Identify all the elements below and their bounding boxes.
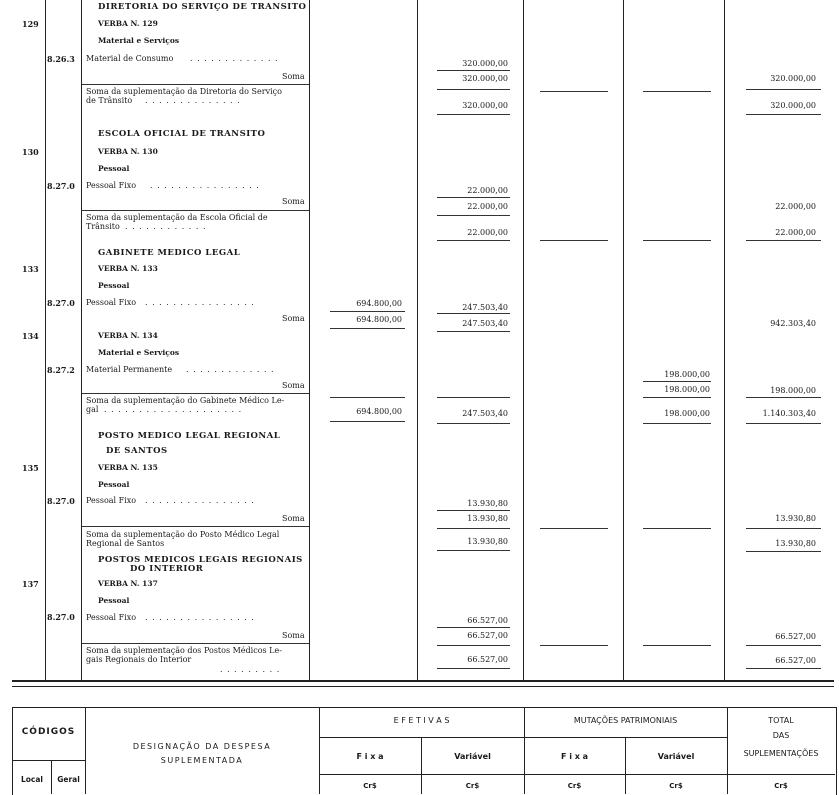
col-line-desc (309, 0, 310, 680)
rule (437, 70, 510, 71)
rule (437, 645, 510, 646)
soma-label: Soma (282, 631, 305, 640)
rule (437, 331, 510, 332)
sup-variavel: 22.000,00 (467, 228, 508, 237)
code-geral: 8.26.3 (47, 54, 75, 64)
rule (437, 215, 510, 216)
leader-dots: . . . . . . . . . . . . . . . . (145, 613, 255, 622)
rule (82, 393, 309, 394)
col-line-fixa (417, 0, 418, 680)
verba-label: VERBA N. 130 (98, 147, 158, 156)
footer-rule (12, 680, 834, 682)
sup-line1: Soma da suplementação dos Postos Médicos Le- (86, 646, 282, 655)
soma-fixa: 694.800,00 (356, 315, 402, 324)
value-variavel: 66.527,00 (467, 616, 508, 625)
rule (330, 328, 405, 329)
soma-variavel: 320.000,00 (462, 74, 508, 83)
soma-variavel: 13.930,80 (467, 514, 508, 523)
item-label: Pessoal Fixo (86, 298, 137, 307)
currency-fixa: Cr$ (363, 782, 377, 790)
code-geral: 8.27.0 (47, 181, 75, 191)
rule (746, 240, 821, 241)
leader-dots: . . . . . . . . . (220, 665, 281, 674)
currency-variavel: Cr$ (465, 782, 480, 790)
rule (437, 114, 510, 115)
sup-line1: Soma da suplementação do Gabinete Médico Le- (86, 396, 285, 405)
col-line-mfixa (623, 0, 624, 680)
rule (540, 240, 608, 241)
header-fixa: F i x a (356, 752, 384, 761)
section-title: DIRETORIA DO SERVIÇO DE TRANSITO (98, 2, 307, 12)
sup-variavel: 247.503,40 (462, 409, 508, 418)
section-title: POSTOS MEDICOS LEGAIS REGIONAIS (98, 555, 303, 565)
rule (82, 210, 309, 211)
header-mutacoes: MUTAÇÕES PATRIMONIAIS (573, 716, 678, 725)
rule (437, 550, 510, 551)
rule (540, 91, 608, 92)
leader-dots: . . . . . . . . . . . . . . . . . . . . (104, 405, 243, 414)
sup-total: 13.930,80 (775, 539, 816, 548)
rule (330, 397, 405, 398)
code-local: 137 (22, 579, 39, 589)
rule (643, 423, 711, 424)
soma-variavel: 66.527,00 (467, 631, 508, 640)
section-title: GABINETE MEDICO LEGAL (98, 248, 241, 258)
sup-total: 320.000,00 (770, 101, 816, 110)
total-value: 942.303,40 (770, 319, 816, 328)
item-label: Pessoal Fixo (86, 181, 137, 190)
header-mut-variavel: Variável (657, 752, 695, 761)
value-variavel: 247.503,40 (462, 303, 508, 312)
header-total: TOTAL (768, 716, 794, 725)
header-total-3: SUPLEMENTAÇÕES (743, 749, 819, 758)
verba-label: VERBA N. 129 (98, 19, 158, 28)
section-title-line2: DO INTERIOR (130, 564, 204, 574)
rule (746, 551, 821, 552)
rule (330, 311, 405, 312)
total-value: 320.000,00 (770, 74, 816, 83)
rule (540, 645, 608, 646)
hdr-rule (319, 737, 727, 738)
total-value: 22.000,00 (775, 202, 816, 211)
rule (82, 526, 309, 527)
rule (643, 91, 711, 92)
section-label: Pessoal (98, 480, 130, 489)
rule (746, 645, 821, 646)
leader-dots: . . . . . . . . . . . . . . (145, 96, 241, 105)
hdr-rule (12, 760, 85, 761)
leader-dots: . . . . . . . . . . . . . (186, 365, 275, 374)
leader-dots: . . . . . . . . . . . . . (190, 54, 279, 63)
sup-mut-variavel: 198.000,00 (664, 409, 710, 418)
col-line-mvar (724, 0, 725, 680)
code-geral: 8.27.0 (47, 298, 75, 308)
verba-label: VERBA N. 137 (98, 579, 158, 588)
soma-label: Soma (282, 514, 305, 523)
item-label: Material Permanente (86, 365, 173, 374)
rule (643, 397, 711, 398)
currency-mut-variavel: Cr$ (669, 782, 683, 790)
code-geral: 8.27.0 (47, 612, 75, 622)
sup-line2: de Trânsito (86, 96, 133, 105)
item-label: Pessoal Fixo (86, 496, 137, 505)
sup-fixa: 694.800,00 (356, 407, 402, 416)
rule (82, 643, 309, 644)
currency-mut-fixa: Cr$ (567, 782, 582, 790)
verba-label: VERBA N. 134 (98, 331, 158, 340)
hdr-rule (319, 774, 835, 775)
verba-label: VERBA N. 135 (98, 463, 158, 472)
leader-dots: . . . . . . . . . . . . . . . . (150, 181, 260, 190)
rule (746, 423, 821, 424)
rule (437, 528, 510, 529)
rule (643, 645, 711, 646)
rule (746, 397, 821, 398)
rule (437, 197, 510, 198)
col-line-geral (81, 0, 82, 680)
section-label: Pessoal (98, 281, 130, 290)
footer-rule (12, 686, 834, 687)
item-label: Material de Consumo (86, 54, 174, 63)
code-local: 135 (22, 463, 39, 473)
code-local: 130 (22, 147, 39, 157)
header-variavel: Variável (454, 752, 491, 761)
sup-line1: Soma da suplementação da Escola Oficial de (86, 213, 268, 222)
sup-variavel: 66.527,00 (467, 655, 508, 664)
header-efetivas: E F E T I V A S (393, 716, 450, 725)
sup-variavel: 320.000,00 (462, 101, 508, 110)
rule (437, 397, 510, 398)
soma-variavel: 247.503,40 (462, 319, 508, 328)
rule (437, 89, 510, 90)
leader-dots: . . . . . . . . . . . . (125, 222, 207, 231)
soma-label: Soma (282, 72, 305, 81)
code-local: 129 (22, 19, 39, 29)
total-value: 66.527,00 (775, 632, 816, 641)
rule (746, 89, 821, 90)
rule (746, 528, 821, 529)
value-variavel: 13.930,80 (467, 499, 508, 508)
rule (540, 528, 608, 529)
section-label: Pessoal (98, 596, 130, 605)
item-label: Pessoal Fixo (86, 613, 137, 622)
code-geral: 8.27.2 (47, 365, 75, 375)
rule (437, 510, 510, 511)
code-local: 134 (22, 331, 39, 341)
rule (437, 627, 510, 628)
sup-total: 66.527,00 (775, 656, 816, 665)
value-fixa: 694.800,00 (356, 299, 402, 308)
sup-line2: gais Regionais do Interior (86, 655, 192, 664)
sup-total: 1.140.303,40 (762, 409, 816, 418)
leader-dots: . . . . . . . . . . . . . . . . (145, 298, 255, 307)
soma-label: Soma (282, 197, 305, 206)
header-mut-fixa: F i x a (560, 752, 589, 761)
section-label: Pessoal (98, 164, 130, 173)
soma-label: Soma (282, 381, 305, 390)
rule (437, 313, 510, 314)
soma-mut-variavel: 198.000,00 (664, 385, 710, 394)
header-designacao-2: SUPLEMENTADA (160, 756, 244, 765)
header-geral: Geral (57, 775, 80, 784)
section-title-line2: DE SANTOS (106, 446, 168, 456)
leader-dots: . . . . . . . . . . . . . . . . (145, 496, 255, 505)
value-variavel: 22.000,00 (467, 186, 508, 195)
section-label: Material e Serviços (98, 348, 180, 357)
col-line-var (523, 0, 524, 680)
verba-label: VERBA N. 133 (98, 264, 158, 273)
rule (437, 240, 510, 241)
sup-variavel: 13.930,80 (467, 537, 508, 546)
header-codigos: CÓDIGOS (21, 727, 76, 737)
code-local: 133 (22, 264, 39, 274)
section-title: POSTO MEDICO LEGAL REGIONAL (98, 431, 281, 441)
value-variavel: 320.000,00 (462, 59, 508, 68)
header-total-2: DAS (772, 731, 790, 740)
rule (82, 84, 309, 85)
section-title: ESCOLA OFICIAL DE TRANSITO (98, 129, 266, 139)
rule (643, 381, 711, 382)
value-mut-variavel: 198.000,00 (664, 370, 710, 379)
col-line-local (45, 0, 46, 680)
rule (437, 668, 510, 669)
currency-total: Cr$ (774, 782, 788, 790)
rule (746, 668, 821, 669)
rule (437, 423, 510, 424)
soma-label: Soma (282, 314, 305, 323)
section-label: Material e Serviços (98, 36, 180, 45)
soma-variavel: 22.000,00 (467, 202, 508, 211)
rule (643, 240, 711, 241)
sup-line2: Trânsito (86, 222, 120, 231)
sup-line1: Soma da suplementação da Diretoria do Serviço (86, 87, 282, 96)
code-geral: 8.27.0 (47, 496, 75, 506)
rule (643, 528, 711, 529)
header-local: Local (20, 775, 43, 784)
header-designacao: DESIGNAÇÃO DA DESPESA (132, 742, 272, 751)
sup-line1: Soma da suplementação do Posto Médico Legal (86, 530, 280, 539)
total-value: 198.000,00 (770, 386, 816, 395)
rule (746, 114, 821, 115)
sup-line2: Regional de Santos (86, 539, 165, 548)
rule (330, 421, 405, 422)
sup-total: 22.000,00 (775, 228, 816, 237)
total-value: 13.930,80 (775, 514, 816, 523)
sup-line2: gal (86, 405, 99, 414)
